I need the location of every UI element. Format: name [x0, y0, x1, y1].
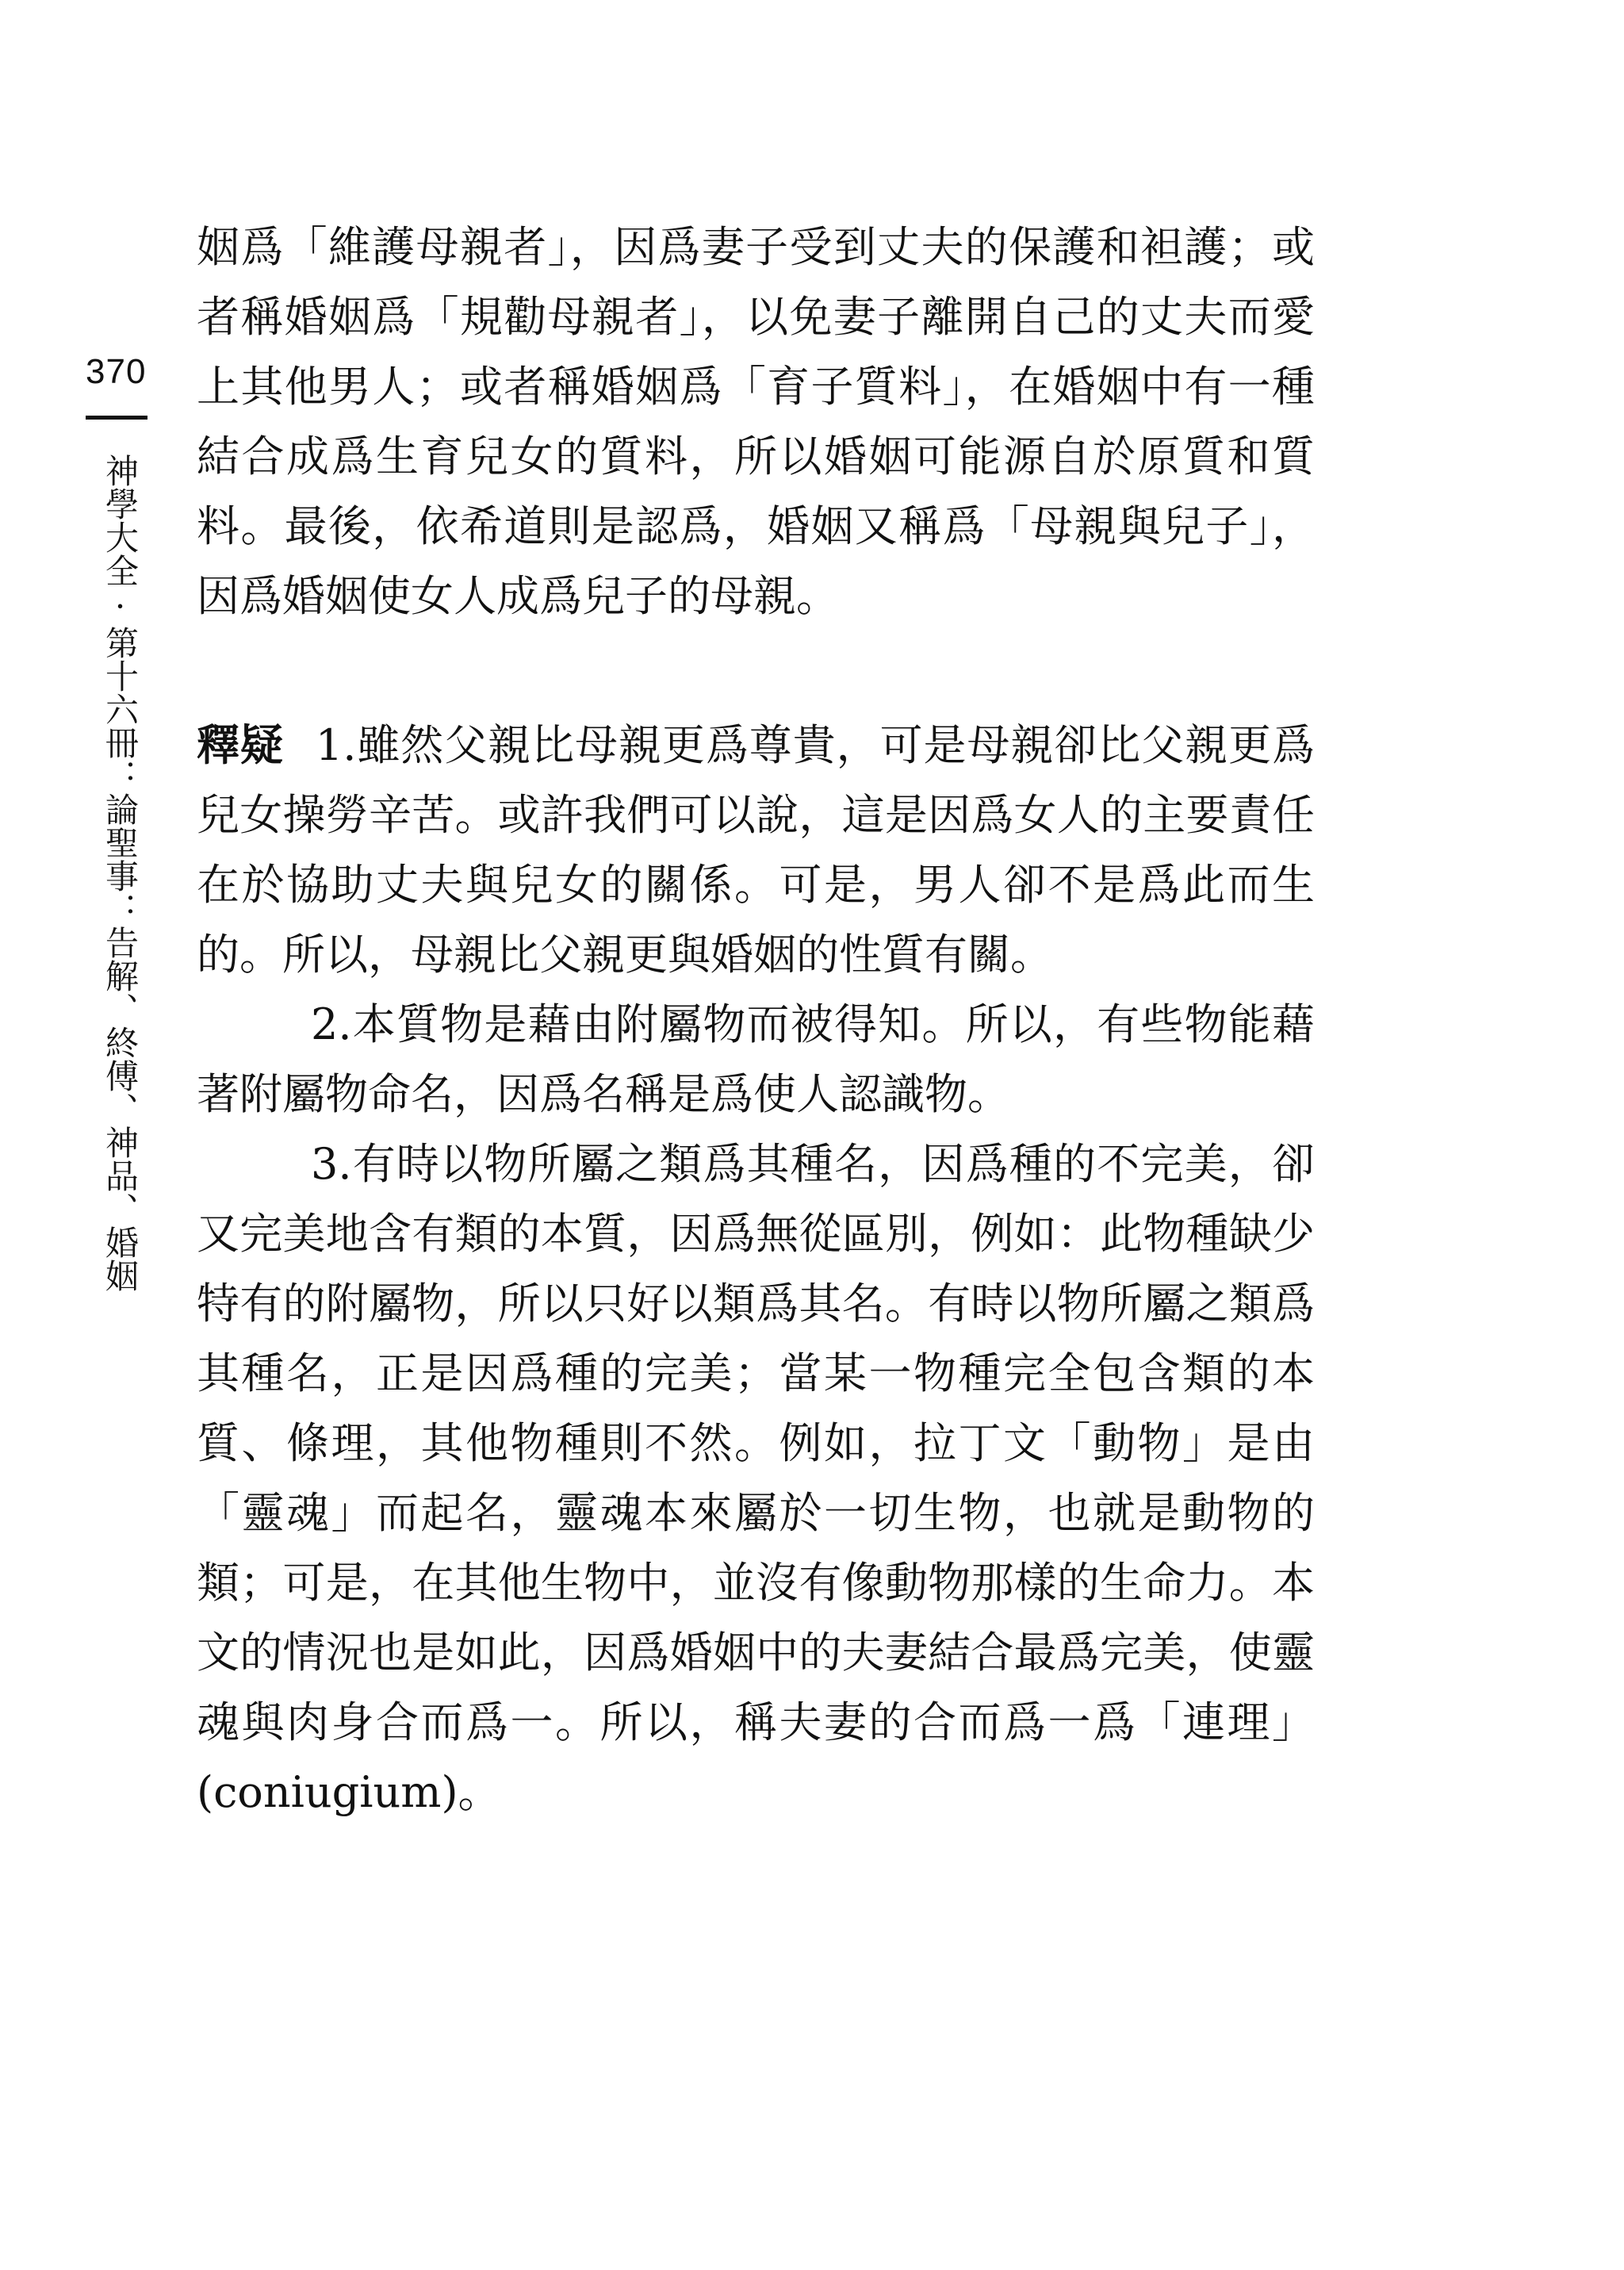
objection-paragraph-3: 3.有時以物所屬之類爲其種名，因爲種的不完美，卻又完美地含有類的本質，因爲無從區別，例如：此物種缺少特有的附屬物，所以只好以類爲其名。有時以物所屬之類爲其種名，正是因爲種的完美；當某一物種完全包含類的本質、條理，其他物種則不然。例如，拉丁文「動物」是由「靈魂」而起名，靈魂本來屬於一切生物，也就是動物的類；可是，在其他生物中，並沒有像動物那樣的生命力。本文的情況也是如此，因爲婚姻中的夫妻結合最爲完美，使靈魂與肉身合而爲一。所以，稱夫妻的合而爲一爲「連理」(coniugium)。: [197, 1139, 1315, 1817]
opening-paragraph: 姻爲「維護母親者」，因爲妻子受到丈夫的保護和袒護；或者稱婚姻爲「規勸母親者」，以免妻子離開自己的丈夫而愛上其他男人；或者稱婚姻爲「育子質料」，在婚姻中有一種結合成爲生育兒女的質料，所以婚姻可能源自於原質和質料。最後，依希道則是認爲，婚姻又稱爲「母親與兒子」，因爲婚姻使女人成爲兒子的母親。: [197, 222, 1315, 621]
objection-label: 釋疑: [197, 720, 284, 770]
body-text: [197, 213, 1315, 1827]
objection-paragraph-1: [197, 711, 1315, 990]
margin-rule: [86, 416, 147, 420]
objection-1-text: 1.雖然父親比母親更爲尊貴，可是母親卻比父親更爲兒女操勞辛苦。或許我們可以說，這是因爲女人的主要責任在於協助丈夫與兒女的關係。可是，男人卻不是爲此而生的。所以，母親比父親更與婚姻的性質有關。: [197, 720, 1315, 980]
page-number: 370: [86, 352, 147, 391]
running-head: 神學大全·第十六冊：論聖事：告解、終傅、神品、婚姻: [101, 454, 140, 1292]
objection-paragraph-2: 2.本質物是藉由附屬物而被得知。所以，有些物能藉著附屬物命名，因爲名稱是爲使人認識物。: [197, 999, 1315, 1119]
